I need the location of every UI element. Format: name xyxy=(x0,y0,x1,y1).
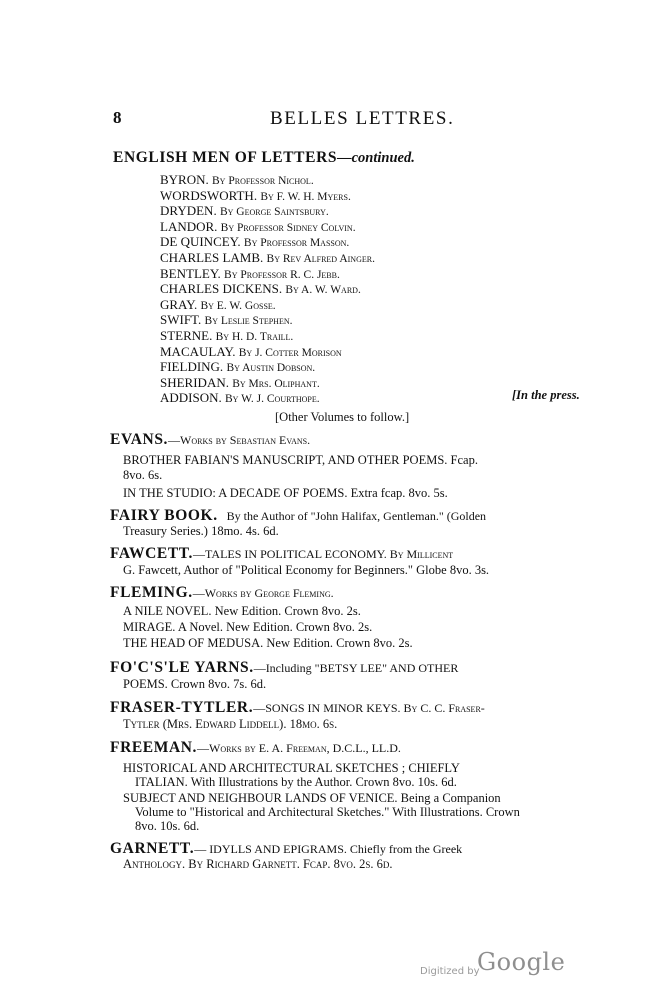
volume-author: By Professor Nichol. xyxy=(212,175,314,187)
volume-subject: DE QUINCEY. xyxy=(160,234,241,250)
entry-garnett xyxy=(110,840,462,858)
garnett-cont: Anthology. By Richard Garnett. Fcap. 8vo. 2s. 6d. xyxy=(123,857,393,871)
other-volumes-note: [Other Volumes to follow.] xyxy=(275,410,410,424)
volume-author: By H. D. Traill. xyxy=(215,331,294,343)
freeman-work-2: SUBJECT AND NEIGHBOUR LANDS OF VENICE. Being a Companion xyxy=(123,791,501,805)
fairy-book-cont: Treasury Series.) 18mo. 4s. 6d. xyxy=(123,524,279,538)
fraser-tytler-cont: Tytler (Mrs. Edward Liddell). 18mo. 6s. xyxy=(123,717,338,731)
volume-subject: SWIFT. xyxy=(160,312,202,328)
entry-fairy-book xyxy=(110,507,486,525)
author-name: FRASER-TYTLER. xyxy=(110,699,254,716)
entry-text: By the Author of "John Halifax, Gentleman." (Golden xyxy=(226,509,487,523)
entry-text: —TALES IN POLITICAL ECONOMY. By Millicent xyxy=(193,547,454,561)
eml-volume-item xyxy=(160,389,320,408)
entry-text: — IDYLLS AND EPIGRAMS. Chiefly from the Greek xyxy=(194,842,463,856)
focsle-cont: POEMS. Crown 8vo. 7s. 6d. xyxy=(123,677,267,691)
volume-subject: CHARLES DICKENS. xyxy=(160,281,283,297)
entry-heading-evans xyxy=(110,431,310,449)
volume-author: By J. Cotter Morison xyxy=(238,346,342,359)
volume-subject: GRAY. xyxy=(160,296,198,312)
author-name: FREEMAN. xyxy=(110,739,198,756)
author-name: EVANS. xyxy=(110,431,169,448)
volume-author: By Rev Alfred Ainger. xyxy=(266,253,375,265)
freeman-work-2-cont: Volume to "Historical and Architectural Sketches." With Illustrations. Crown xyxy=(135,805,520,819)
entry-focsle-yarns xyxy=(110,659,458,677)
volume-author: By Mrs. Oliphant. xyxy=(232,377,320,390)
author-name: GARNETT. xyxy=(110,840,195,857)
evans-work-2: IN THE STUDIO: A DECADE OF POEMS. Extra fcap. 8vo. 5s. xyxy=(123,486,448,500)
freeman-work-1-cont: ITALIAN. With Illustrations by the Author. Crown 8vo. 10s. 6d. xyxy=(135,775,457,789)
author-name: FAIRY BOOK. xyxy=(110,507,218,524)
fleming-work-3: THE HEAD OF MEDUSA. New Edition. Crown 8vo. 2s. xyxy=(123,636,413,650)
volume-subject: STERNE. xyxy=(160,328,213,343)
volume-subject: SHERIDAN. xyxy=(160,374,229,390)
volume-author: By E. W. Gosse. xyxy=(200,299,276,312)
volume-author: By Professor R. C. Jebb. xyxy=(224,268,340,281)
google-logo: Google xyxy=(477,948,566,976)
volume-subject: BENTLEY. xyxy=(160,265,221,281)
evans-work-1-cont: 8vo. 6s. xyxy=(123,468,163,482)
volume-subject: BYRON. xyxy=(160,172,209,187)
author-name: FAWCETT. xyxy=(110,545,194,562)
entry-heading-fleming xyxy=(110,584,334,602)
author-sub: —Works by George Fleming. xyxy=(192,586,334,600)
volume-author: By Leslie Stephen. xyxy=(204,315,293,328)
freeman-work-2-cont-2: 8vo. 10s. 6d. xyxy=(135,819,200,833)
page-number: 8 xyxy=(113,108,122,127)
volume-subject: MACAULAY. xyxy=(160,343,236,359)
fleming-work-2: MIRAGE. A Novel. New Edition. Crown 8vo. 2s. xyxy=(123,620,373,634)
volume-author: By George Saintsbury. xyxy=(219,206,329,219)
evans-work-1: BROTHER FABIAN'S MANUSCRIPT, AND OTHER POEMS. Fcap. xyxy=(123,453,478,467)
volume-author: By W. J. Courthope. xyxy=(225,393,320,406)
continued-note: —continued. xyxy=(337,150,415,166)
author-sub: —Works by E. A. Freeman, D.C.L., LL.D. xyxy=(197,741,401,755)
volume-author: By F. W. H. Myers. xyxy=(260,190,351,203)
volume-author: By A. W. Ward. xyxy=(285,284,361,297)
volume-author: By Austin Dobson. xyxy=(226,362,316,375)
running-head: BELLES LETTRES. xyxy=(270,108,455,129)
volume-subject: DRYDEN. xyxy=(160,203,217,219)
author-name: FLEMING. xyxy=(110,584,193,601)
volume-subject: FIELDING. xyxy=(160,359,224,375)
entry-heading-freeman xyxy=(110,739,401,757)
volume-subject: ADDISON. xyxy=(160,390,222,406)
freeman-work-1: HISTORICAL AND ARCHITECTURAL SKETCHES ; CHIEFLY xyxy=(123,761,460,775)
volume-author: By Professor Sidney Colvin. xyxy=(220,221,356,234)
entry-text: —Including "BETSY LEE" AND OTHER xyxy=(253,661,459,675)
volume-subject: WORDSWORTH. xyxy=(160,187,258,203)
fawcett-cont: G. Fawcett, Author of "Political Economy for Beginners." Globe 8vo. 3s. xyxy=(123,563,490,577)
volume-subject: LANDOR. xyxy=(160,218,218,234)
volume-author: By Professor Masson. xyxy=(243,237,350,250)
author-name: FO'C'S'LE YARNS. xyxy=(110,659,254,676)
entry-fraser-tytler xyxy=(110,699,485,717)
fleming-work-1: A NILE NOVEL. New Edition. Crown 8vo. 2s. xyxy=(123,604,361,618)
heading-text: ENGLISH MEN OF LETTERS xyxy=(113,149,338,166)
in-press-note: [In the press. xyxy=(512,388,580,402)
entry-fawcett xyxy=(110,545,453,563)
author-sub: —Works by Sebastian Evans. xyxy=(168,433,311,447)
entry-text: —SONGS IN MINOR KEYS. By C. C. Fraser- xyxy=(253,701,485,715)
digitized-by-label: Digitized by xyxy=(420,966,480,977)
section-heading-eml xyxy=(113,149,415,167)
volume-subject: CHARLES LAMB. xyxy=(160,250,264,265)
